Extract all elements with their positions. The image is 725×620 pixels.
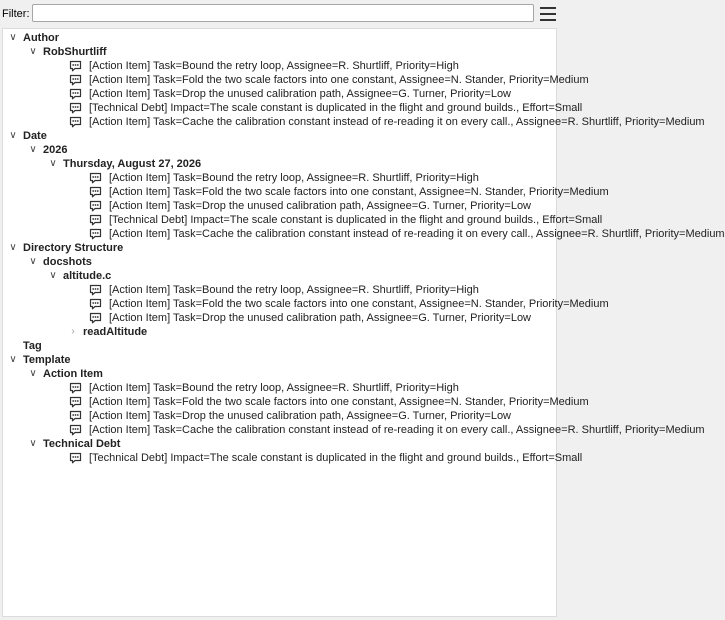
- comment-icon: [69, 410, 82, 422]
- tree-item[interactable]: [3, 311, 556, 325]
- tree-item-label: [Action Item] Task=Bound the retry loop, Assignee=R. Shurtliff, Priority=High: [89, 382, 459, 394]
- tree-group-date[interactable]: [3, 129, 556, 143]
- tree-item[interactable]: [3, 115, 705, 129]
- tree-group-label: Action Item: [43, 368, 103, 380]
- tree-item[interactable]: [3, 451, 583, 465]
- chevron-down-icon[interactable]: ∨: [9, 130, 17, 141]
- tree-group-dir[interactable]: [3, 241, 556, 255]
- comment-icon: [69, 102, 82, 114]
- comment-icon: [69, 88, 82, 100]
- comment-icon: [89, 186, 102, 198]
- tree-item-label: [Action Item] Task=Cache the calibration constant instead of re-reading it on every call., Assignee=R. Shurtliff, Priority=Medium: [89, 424, 705, 436]
- tree-item-label: [Technical Debt] Impact=The scale constant is duplicated in the flight and ground builds., Effort=Small: [89, 102, 583, 114]
- tree-group-docshots[interactable]: [3, 255, 556, 269]
- tree-item-label: [Action Item] Task=Cache the calibration constant instead of re-reading it on every call., Assignee=R. Shurtliff, Priority=Medium: [89, 116, 705, 128]
- tree-group-rob[interactable]: [3, 45, 556, 59]
- review-tree[interactable]: [2, 28, 725, 617]
- filter-bar: [0, 0, 560, 28]
- tree-group-tech_debt[interactable]: [3, 437, 556, 451]
- tree-group-readAltitude[interactable]: [3, 325, 556, 339]
- tree-item[interactable]: [3, 409, 556, 423]
- tree-item[interactable]: [3, 213, 603, 227]
- tree-item-label: [Technical Debt] Impact=The scale constant is duplicated in the flight and ground builds., Effort=Small: [109, 214, 603, 226]
- tree-group-label: Date: [23, 130, 47, 142]
- tree-item[interactable]: [3, 227, 725, 241]
- chevron-down-icon[interactable]: ∨: [9, 242, 17, 253]
- tree-item-label: [Action Item] Task=Drop the unused calibration path, Assignee=G. Turner, Priority=Low: [109, 312, 532, 324]
- tree-item-label: [Action Item] Task=Fold the two scale factors into one constant, Assignee=N. Stander, Priority=Medium: [89, 74, 589, 86]
- tree-item[interactable]: [3, 283, 556, 297]
- chevron-down-icon[interactable]: ∨: [29, 256, 37, 267]
- comment-icon: [69, 424, 82, 436]
- tree-group-action_item[interactable]: [3, 367, 556, 381]
- tree-group-label: Technical Debt: [43, 438, 121, 450]
- tree-item-label: [Action Item] Task=Fold the two scale factors into one constant, Assignee=N. Stander, Priority=Medium: [89, 396, 589, 408]
- tree-group-author[interactable]: [3, 31, 556, 45]
- tree-group-tag[interactable]: [3, 339, 556, 353]
- comment-icon: [69, 382, 82, 394]
- comment-icon: [89, 298, 102, 310]
- chevron-down-icon[interactable]: ∨: [49, 158, 57, 169]
- tree-item[interactable]: [3, 171, 556, 185]
- chevron-right-icon[interactable]: ›: [71, 326, 75, 337]
- comment-icon: [89, 228, 102, 240]
- tree-item-label: [Action Item] Task=Drop the unused calibration path, Assignee=G. Turner, Priority=Low: [109, 200, 532, 212]
- tree-group-label: Author: [23, 32, 60, 44]
- tree-item[interactable]: [3, 73, 589, 87]
- comment-icon: [89, 214, 102, 226]
- comment-icon: [69, 396, 82, 408]
- chevron-down-icon[interactable]: ∨: [29, 144, 37, 155]
- comment-icon: [69, 74, 82, 86]
- tree-item-label: [Action Item] Task=Bound the retry loop, Assignee=R. Shurtliff, Priority=High: [109, 172, 479, 184]
- hamburger-menu-icon[interactable]: [539, 6, 557, 22]
- tree-item-label: [Action Item] Task=Cache the calibration constant instead of re-reading it on every call., Assignee=R. Shurtliff, Priority=Medium: [109, 228, 725, 240]
- chevron-down-icon[interactable]: ∨: [49, 270, 57, 281]
- filter-input[interactable]: [32, 4, 534, 22]
- tree-item[interactable]: [3, 395, 589, 409]
- comment-icon: [69, 116, 82, 128]
- comment-icon: [89, 284, 102, 296]
- comment-icon: [69, 60, 82, 72]
- tree-item[interactable]: [3, 423, 705, 437]
- tree-group-day[interactable]: [3, 157, 556, 171]
- comment-icon: [89, 312, 102, 324]
- tree-item[interactable]: [3, 185, 609, 199]
- tree-group-label: RobShurtliff: [43, 46, 107, 58]
- tree-item-label: [Action Item] Task=Bound the retry loop, Assignee=R. Shurtliff, Priority=High: [109, 284, 479, 296]
- tree-item-label: [Action Item] Task=Drop the unused calibration path, Assignee=G. Turner, Priority=Low: [89, 410, 512, 422]
- tree-group-label: Template: [23, 354, 71, 366]
- tree-group-label: Directory Structure: [23, 242, 124, 254]
- tree-item-label: [Technical Debt] Impact=The scale constant is duplicated in the flight and ground builds., Effort=Small: [89, 452, 583, 464]
- tree-item[interactable]: [3, 87, 556, 101]
- tree-item[interactable]: [3, 199, 556, 213]
- chevron-down-icon[interactable]: ∨: [9, 32, 17, 43]
- tree-group-altitude[interactable]: [3, 269, 556, 283]
- comment-icon: [69, 452, 82, 464]
- tree-item[interactable]: [3, 101, 583, 115]
- tree-item-label: [Action Item] Task=Bound the retry loop, Assignee=R. Shurtliff, Priority=High: [89, 60, 459, 72]
- tree-item[interactable]: [3, 381, 556, 395]
- tree-group-label: altitude.c: [63, 270, 112, 282]
- filter-label: Filter:: [2, 8, 30, 20]
- chevron-down-icon[interactable]: ∨: [29, 46, 37, 57]
- tree-group-label: Tag: [23, 340, 42, 352]
- chevron-down-icon[interactable]: ∨: [9, 354, 17, 365]
- tree-item[interactable]: [3, 297, 609, 311]
- chevron-down-icon[interactable]: ∨: [29, 368, 37, 379]
- tree-group-label: 2026: [43, 144, 68, 156]
- chevron-down-icon[interactable]: ∨: [29, 438, 37, 449]
- tree-item[interactable]: [3, 59, 556, 73]
- tree-group-template[interactable]: [3, 353, 556, 367]
- tree-group-label: readAltitude: [83, 326, 148, 338]
- tree-item-label: [Action Item] Task=Fold the two scale factors into one constant, Assignee=N. Stander, Priority=Medium: [109, 186, 609, 198]
- comment-icon: [89, 172, 102, 184]
- tree-group-label: docshots: [43, 256, 92, 268]
- tree-group-year[interactable]: [3, 143, 556, 157]
- tree-item-label: [Action Item] Task=Drop the unused calibration path, Assignee=G. Turner, Priority=Low: [89, 88, 512, 100]
- tree-group-label: Thursday, August 27, 2026: [63, 158, 202, 170]
- comment-icon: [89, 200, 102, 212]
- tree-item-label: [Action Item] Task=Fold the two scale factors into one constant, Assignee=N. Stander, Priority=Medium: [109, 298, 609, 310]
